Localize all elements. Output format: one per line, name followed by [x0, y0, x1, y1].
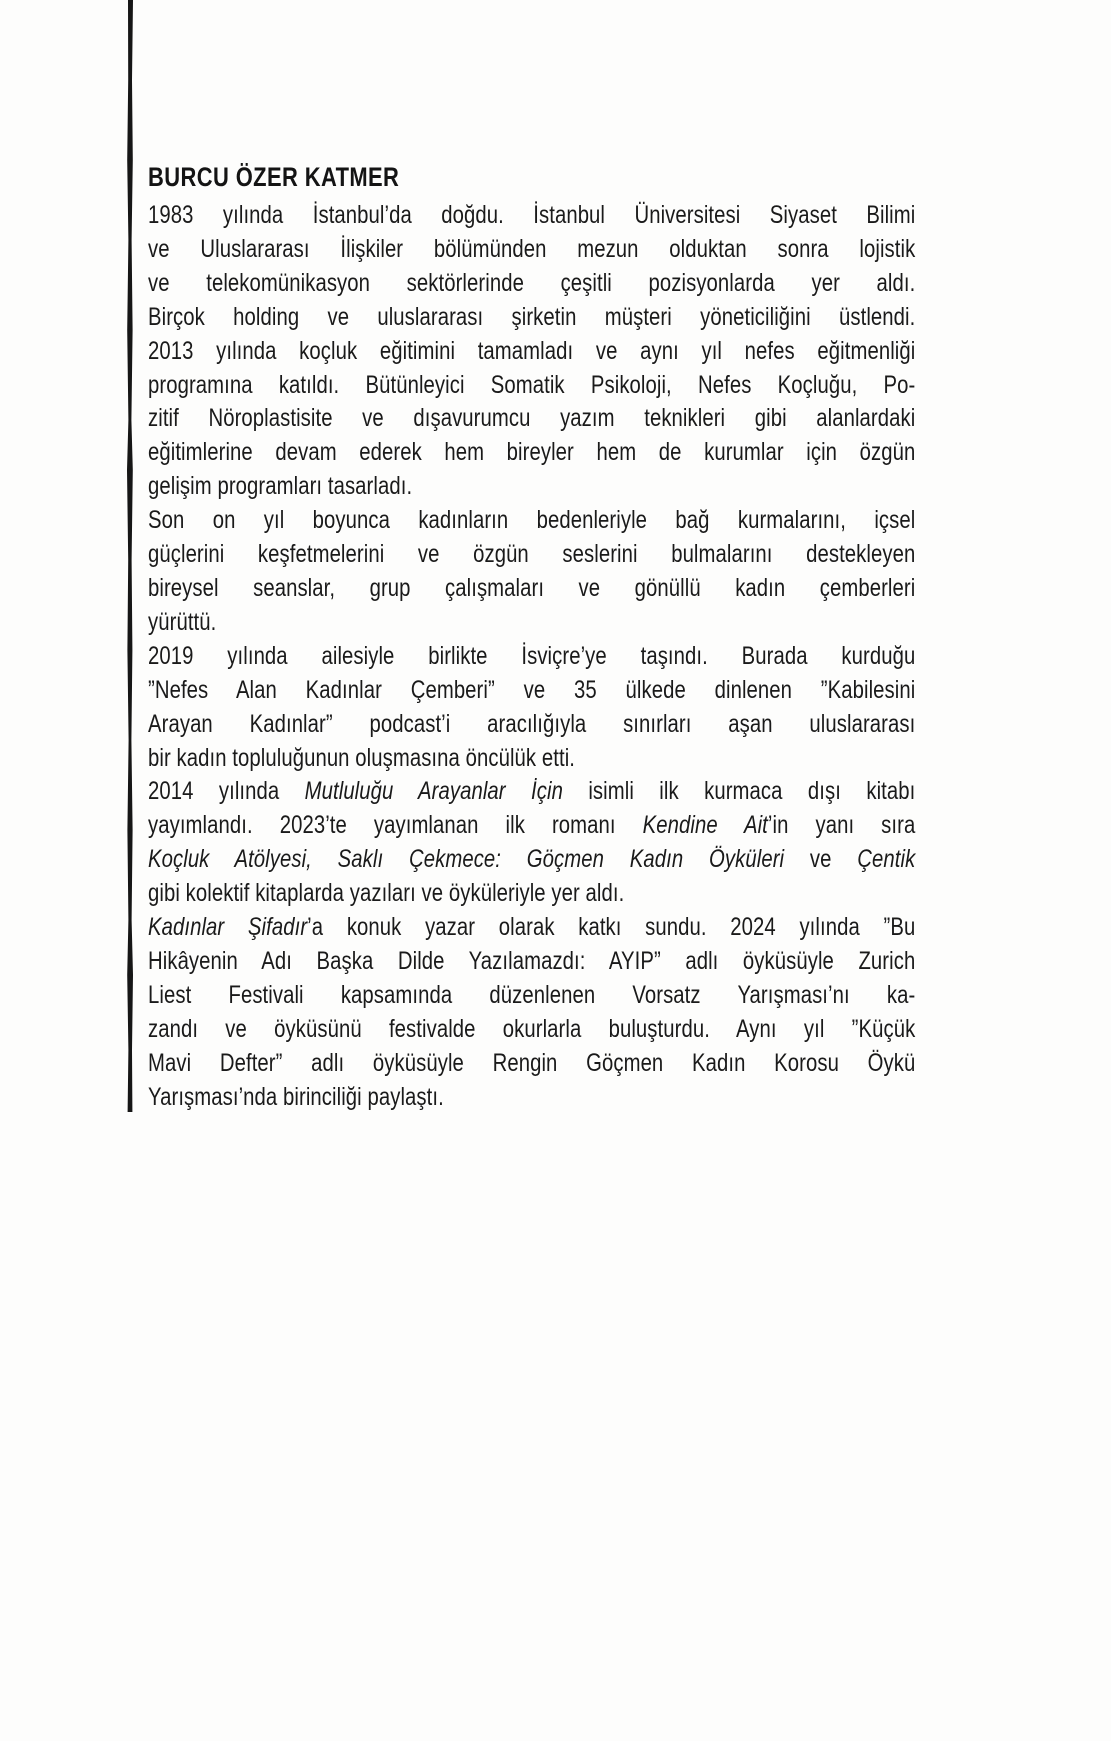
text-segment: 1983 yılında İstanbul’da doğdu. İstanbul Üniversitesi Siyaset Bilimi	[148, 201, 916, 229]
text-segment: Liest Festivali kapsamında düzenlenen Vorsatz Yarışması’nı ka-	[148, 980, 916, 1009]
author-name-heading: BURCU ÖZER KATMER	[148, 162, 400, 192]
text-segment: Mavi Defter” adlı öyküsüyle Rengin Göçmen Kadın Korosu Öykü	[148, 1048, 916, 1077]
text-line	[148, 369, 915, 403]
text-segment: yürüttü.	[148, 607, 217, 636]
text-segment: Hikâyenin Adı Başka Dilde Yazılamazdı: AYIP” adlı öyküsüyle Zurich	[148, 946, 916, 975]
page-gutter-line	[123, 0, 137, 1115]
text-line	[148, 199, 915, 233]
text-segment: isimli ilk kurmaca dışı kitabı	[562, 777, 916, 806]
text-segment: ’in yanı sıra	[767, 811, 916, 840]
text-line	[148, 945, 915, 979]
book-title-italic: Çentik	[857, 845, 916, 874]
book-title-italic: Koçluk Atölyesi, Saklı Çekmece: Göçmen Kadın Öyküleri	[148, 845, 785, 874]
text-segment: güçlerini keşfetmelerini ve özgün seslerini bulmalarını destekleyen	[148, 540, 916, 569]
text-segment: bireysel seanslar, grup çalışmaları ve gönüllü kadın çemberleri	[148, 573, 916, 602]
text-segment: Arayan Kadınlar” podcast’i aracılığıyla sınırları aşan uluslararası	[148, 709, 916, 738]
text-segment: gelişim programları tasarladı.	[148, 472, 413, 501]
text-segment: gibi kolektif kitaplarda yazıları ve öyküleriyle yer aldı.	[148, 879, 625, 908]
text-line	[148, 843, 915, 877]
author-bio	[148, 163, 915, 1114]
text-line	[148, 470, 915, 504]
book-title-italic: Kendine Ait	[642, 811, 768, 840]
text-segment: ’a konuk yazar olarak katkı sundu. 2024 yılında ”Bu	[307, 913, 916, 942]
text-line	[148, 1013, 915, 1047]
text-line	[148, 335, 915, 369]
text-segment: zitif Nöroplastisite ve dışavurumcu yazım teknikleri gibi alanlardaki	[148, 404, 916, 433]
text-line	[148, 877, 915, 911]
text-line	[148, 1081, 915, 1115]
text-segment: Birçok holding ve uluslararası şirketin müşteri yöneticiliğini üstlendi.	[148, 302, 916, 331]
text-line	[148, 606, 915, 640]
text-line	[148, 572, 915, 606]
text-line	[148, 436, 915, 470]
text-line	[148, 979, 915, 1013]
text-line	[148, 233, 915, 267]
text-segment: 2013 yılında koçluk eğitimini tamamladı ve aynı yıl nefes eğitmenliği	[148, 336, 916, 365]
text-segment: bir kadın topluluğunun oluşmasına öncülük etti.	[148, 743, 576, 772]
text-segment: 2014 yılında	[148, 777, 305, 806]
text-segment: ve Uluslararası İlişkiler bölümünden mezun olduktan sonra lojistik	[148, 234, 916, 263]
text-segment: ve	[784, 845, 858, 874]
text-segment: eğitimlerine devam ederek hem bireyler hem de kurumlar için özgün	[148, 438, 916, 467]
text-line	[148, 538, 915, 572]
text-line	[148, 402, 915, 436]
text-line	[148, 911, 915, 945]
text-line	[148, 775, 915, 809]
text-line	[148, 708, 915, 742]
text-line	[148, 742, 915, 776]
text-segment: ”Nefes Alan Kadınlar Çemberi” ve 35 ülkede dinlenen ”Kabilesini	[148, 675, 916, 704]
text-line	[148, 504, 915, 538]
text-segment: Son on yıl boyunca kadınların bedenleriyle bağ kurmalarını, içsel	[148, 506, 916, 535]
text-line	[148, 674, 915, 708]
text-segment: ve telekomünikasyon sektörlerinde çeşitli pozisyonlarda yer aldı.	[148, 268, 916, 297]
text-segment: programına katıldı. Bütünleyici Somatik Psikoloji, Nefes Koçluğu, Po-	[148, 370, 916, 399]
text-line	[148, 301, 915, 335]
text-segment: zandı ve öyküsünü festivalde okurlarla buluşturdu. Aynı yıl ”Küçük	[148, 1014, 916, 1043]
book-title-italic: Kadınlar Şifadır	[148, 913, 308, 942]
text-line	[148, 267, 915, 301]
book-title-italic: Mutluluğu Arayanlar İçin	[304, 777, 563, 806]
text-line	[148, 640, 915, 674]
text-line	[148, 1047, 915, 1081]
text-segment: yayımlandı. 2023’te yayımlanan ilk romanı	[148, 811, 643, 840]
text-line	[148, 809, 915, 843]
text-segment: Yarışması’nda birinciliği paylaştı.	[148, 1082, 444, 1111]
text-segment: 2019 yılında ailesiyle birlikte İsviçre’ye taşındı. Burada kurduğu	[148, 641, 916, 670]
bio-paragraphs	[148, 199, 915, 1114]
